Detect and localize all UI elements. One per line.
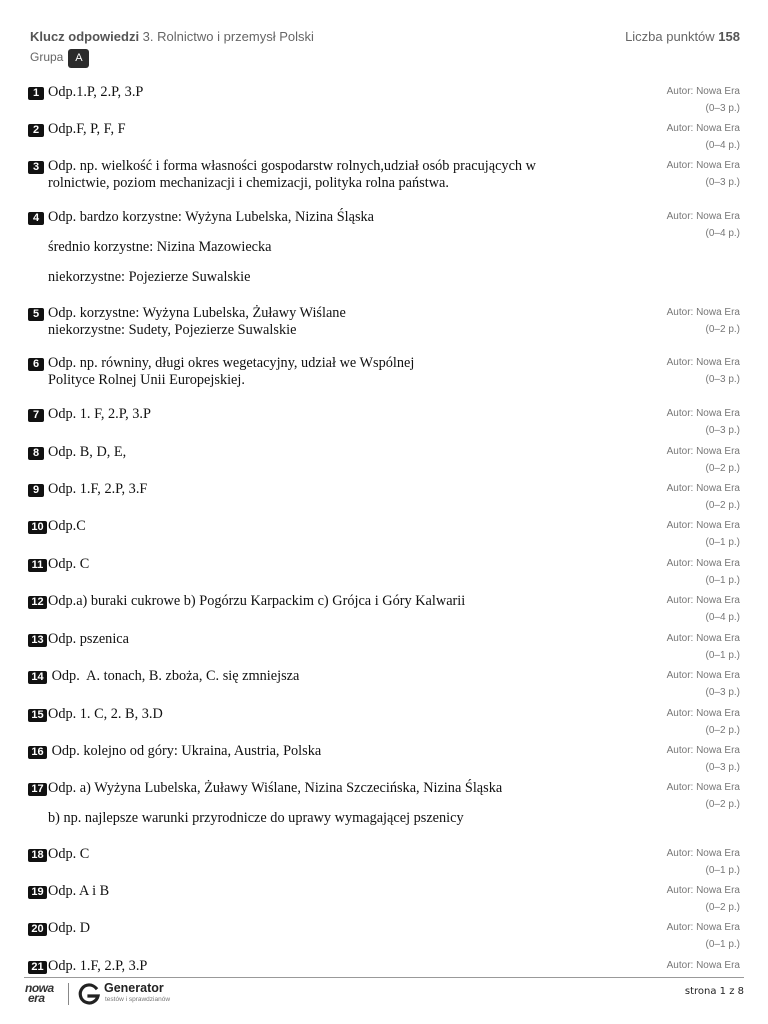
answer-line: Odp. korzystne: Wyżyna Lubelska, Żuławy Wiślane <box>48 305 346 321</box>
points-range: (0–2 p.) <box>705 724 740 736</box>
answer-line: Odp. 1. F, 2.P, 3.P <box>48 406 151 422</box>
points-range: (0–2 p.) <box>705 901 740 913</box>
author-label: Autor: Nowa Era <box>666 633 740 644</box>
question-meta <box>667 355 740 388</box>
author-label: Autor: Nowa Era <box>666 708 740 719</box>
question-meta <box>667 84 740 117</box>
question-meta <box>667 158 740 191</box>
generator-subtitle: testów i sprawdzianów <box>105 996 171 1003</box>
points-range: (0–1 p.) <box>705 864 740 876</box>
answer-line: Odp. 1.F, 2.P, 3.F <box>48 481 148 497</box>
footer-divider <box>24 977 744 978</box>
question-number-badge: 11 <box>28 559 47 572</box>
question-meta <box>667 668 740 701</box>
question-number-badge: 6 <box>28 358 44 371</box>
answer-line: Odp. kolejno od góry: Ukraina, Austria, Polska <box>48 743 322 759</box>
question-number-badge: 18 <box>28 849 47 862</box>
answer-line: Odp. A i B <box>48 883 110 899</box>
question-meta <box>667 593 740 626</box>
question-meta <box>667 743 740 776</box>
question-meta <box>667 920 740 953</box>
points-range: (0–3 p.) <box>705 686 740 698</box>
author-label: Autor: Nowa Era <box>666 558 740 569</box>
points-range: (0–3 p.) <box>705 102 740 114</box>
page-number: strona 1 z 8 <box>684 986 744 997</box>
group-badge: A <box>68 49 89 68</box>
author-label: Autor: Nowa Era <box>666 357 740 368</box>
question-number-badge: 17 <box>28 783 47 796</box>
footer-logo-separator <box>68 983 69 1005</box>
question-number-badge: 10 <box>28 521 47 534</box>
question-meta <box>667 518 740 551</box>
answer-line: Odp.a) buraki cukrowe b) Pogórzu Karpackim c) Grójca i Góry Kalwarii <box>48 593 466 609</box>
answer-line: Odp. A. tonach, B. zboża, C. się zmniejsza <box>48 668 300 684</box>
author-label: Autor: Nowa Era <box>666 160 740 171</box>
answer-line: Odp.F, P, F, F <box>48 121 126 137</box>
question-meta <box>667 444 740 477</box>
question-number-badge: 2 <box>28 124 44 137</box>
answer-line: Odp. bardzo korzystne: Wyżyna Lubelska, Nizina Śląska <box>48 209 375 225</box>
answer-line: Odp. 1. C, 2. B, 3.D <box>48 706 163 722</box>
total-points-value: 158 <box>718 29 740 44</box>
question-meta <box>667 305 740 338</box>
question-meta <box>667 481 740 514</box>
answer-line: Odp. a) Wyżyna Lubelska, Żuławy Wiślane, Nizina Szczecińska, Nizina Śląska <box>48 780 503 796</box>
question-number-badge: 20 <box>28 923 47 936</box>
points-range: (0–3 p.) <box>705 424 740 436</box>
author-label: Autor: Nowa Era <box>666 745 740 756</box>
points-range: (0–1 p.) <box>705 649 740 661</box>
answer-line: Odp. pszenica <box>48 631 129 647</box>
author-label: Autor: Nowa Era <box>666 595 740 606</box>
group-label: Grupa <box>30 50 64 64</box>
author-label: Autor: Nowa Era <box>666 922 740 933</box>
answer-line: b) np. najlepsze warunki przyrodnicze do uprawy wymagającej pszenicy <box>48 810 464 826</box>
points-range: (0–1 p.) <box>705 938 740 950</box>
answer-line: Polityce Rolnej Unii Europejskiej. <box>48 372 245 388</box>
question-number-badge: 9 <box>28 484 44 497</box>
answer-line: Odp. B, D, E, <box>48 444 127 460</box>
author-label: Autor: Nowa Era <box>666 483 740 494</box>
points-range: (0–3 p.) <box>705 176 740 188</box>
points-range: (0–2 p.) <box>705 462 740 474</box>
logo-word-2: era <box>28 991 45 1005</box>
answer-line: Odp. np. wielkość i forma własności gospodarstw rolnych,udział osób pracujących w <box>48 158 536 174</box>
question-number-badge: 4 <box>28 212 44 225</box>
answer-line: rolnictwie, poziom mechanizacji i chemizacji, polityka rolna państwa. <box>48 175 449 191</box>
author-label: Autor: Nowa Era <box>666 123 740 134</box>
question-number-badge: 3 <box>28 161 44 174</box>
author-label: Autor: Nowa Era <box>666 885 740 896</box>
author-label: Autor: Nowa Era <box>666 960 740 971</box>
question-number-badge: 13 <box>28 634 47 647</box>
document-title-bold: Klucz odpowiedzi <box>30 29 140 44</box>
question-meta <box>667 706 740 739</box>
points-range: (0–4 p.) <box>705 139 740 151</box>
points-range: (0–2 p.) <box>705 323 740 335</box>
points-range: (0–2 p.) <box>705 798 740 810</box>
question-meta <box>667 556 740 589</box>
author-label: Autor: Nowa Era <box>666 670 740 681</box>
question-meta <box>667 846 740 879</box>
document-title-rest: 3. Rolnictwo i przemysł Polski <box>139 29 314 44</box>
points-range: (0–1 p.) <box>705 536 740 548</box>
author-label: Autor: Nowa Era <box>666 782 740 793</box>
answer-line: średnio korzystne: Nizina Mazowiecka <box>48 239 272 255</box>
author-label: Autor: Nowa Era <box>666 211 740 222</box>
question-meta <box>667 209 740 242</box>
question-meta <box>667 883 740 916</box>
question-number-badge: 16 <box>28 746 47 759</box>
total-points-label: Liczba punktów <box>625 29 719 44</box>
answer-line: niekorzystne: Pojezierze Suwalskie <box>48 269 251 285</box>
generator-title: Generator <box>104 981 164 995</box>
question-number-badge: 21 <box>28 961 47 974</box>
question-number-badge: 7 <box>28 409 44 422</box>
question-number-badge: 14 <box>28 671 47 684</box>
author-label: Autor: Nowa Era <box>666 520 740 531</box>
answer-line: Odp.1.P, 2.P, 3.P <box>48 84 144 100</box>
group-indicator <box>30 49 89 68</box>
question-number-badge: 12 <box>28 596 47 609</box>
answer-line: Odp. D <box>48 920 91 936</box>
points-range: (0–3 p.) <box>705 761 740 773</box>
question-number-badge: 8 <box>28 447 44 460</box>
question-number-badge: 15 <box>28 709 47 722</box>
author-label: Autor: Nowa Era <box>666 408 740 419</box>
author-label: Autor: Nowa Era <box>666 446 740 457</box>
question-meta <box>667 780 740 813</box>
question-meta <box>667 958 740 975</box>
question-meta <box>667 406 740 439</box>
answer-line: Odp. np. równiny, długi okres wegetacyjny, udział we Wspólnej <box>48 355 415 371</box>
answer-line: niekorzystne: Sudety, Pojezierze Suwalskie <box>48 322 297 338</box>
points-range: (0–1 p.) <box>705 574 740 586</box>
question-number-badge: 1 <box>28 87 44 100</box>
points-range: (0–3 p.) <box>705 373 740 385</box>
generator-logo-icon <box>77 982 101 1006</box>
answer-line: Odp. 1.F, 2.P, 3.P <box>48 958 148 974</box>
answer-line: Odp.C <box>48 518 86 534</box>
points-range: (0–2 p.) <box>705 499 740 511</box>
answer-line: Odp. C <box>48 556 90 572</box>
question-meta <box>667 121 740 154</box>
question-meta <box>667 631 740 664</box>
answer-line: Odp. C <box>48 846 90 862</box>
points-range: (0–4 p.) <box>705 611 740 623</box>
author-label: Autor: Nowa Era <box>666 307 740 318</box>
question-number-badge: 5 <box>28 308 44 321</box>
logo-word-1: nowa <box>25 981 54 995</box>
points-range: (0–4 p.) <box>705 227 740 239</box>
author-label: Autor: Nowa Era <box>666 86 740 97</box>
document-header <box>30 29 740 44</box>
total-points <box>625 29 740 44</box>
nowa-era-logo <box>25 983 54 1003</box>
author-label: Autor: Nowa Era <box>666 848 740 859</box>
question-number-badge: 19 <box>28 886 47 899</box>
